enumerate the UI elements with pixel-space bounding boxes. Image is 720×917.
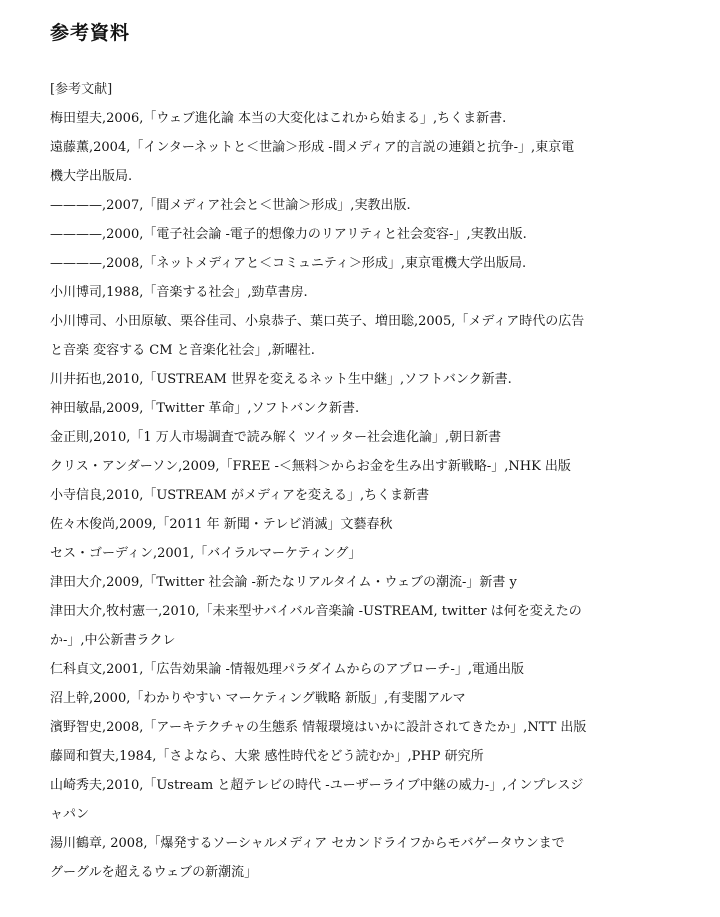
page-title: 参考資料 (50, 22, 131, 44)
reference-line: 津田大介,牧村憲一,2010,「未来型サバイバル音楽論 -USTREAM, twitter は何を変えたの (50, 604, 582, 619)
reference-line: と音楽 変容する CM と音楽化社会」,新曜社. (50, 343, 315, 358)
reference-line: ャパン (50, 807, 90, 822)
reference-line: グーグルを超えるウェブの新潮流」 (50, 865, 258, 880)
reference-line: 沼上幹,2000,「わかりやすい マーケティング戦略 新版」,有斐閣アルマ (50, 691, 466, 706)
reference-line: 仁科貞文,2001,「広告効果論 -情報処理パラダイムからのアプローチ-」,電通出版 (50, 662, 525, 677)
reference-line: 神田敏晶,2009,「Twitter 革命」,ソフトバンク新書. (50, 401, 360, 416)
reference-line: ————,2008,「ネットメディアと＜コミュニティ＞形成」,東京電機大学出版局. (50, 256, 527, 271)
reference-line: ————,2007,「間メディア社会と＜世論＞形成」,実教出版. (50, 198, 411, 213)
reference-line: 金正則,2010,「1 万人市場調査で読み解く ツイッター社会進化論」,朝日新書 (50, 430, 502, 445)
reference-line: 川井拓也,2010,「USTREAM 世界を変えるネット生中継」,ソフトバンク新書. (50, 372, 512, 387)
reference-line: 藤岡和賀夫,1984,「さよなら、大衆 感性時代をどう読むか」,PHP 研究所 (50, 749, 484, 764)
reference-line: ————,2000,「電子社会論 -電子的想像力のリアリティと社会変容-」,実教出版. (50, 227, 527, 242)
reference-line: 小川博司,1988,「音楽する社会」,勁草書房. (50, 285, 308, 300)
reference-line: か-」,中公新書ラクレ (50, 633, 176, 648)
reference-line: 湯川鶴章, 2008,「爆発するソーシャルメディア セカンドライフからモバゲータウンまで (50, 836, 565, 851)
reference-list (50, 104, 690, 887)
reference-line: セス・ゴーディン,2001,「バイラルマーケティング」 (50, 546, 362, 561)
reference-line: 濱野智史,2008,「アーキテクチャの生態系 情報環境はいかに設計されてきたか」,NTT 出版 (50, 720, 587, 735)
reference-line: 機大学出版局. (50, 169, 133, 184)
reference-line: 山崎秀夫,2010,「Ustream と超テレビの時代 -ユーザーライブ中継の威力-」,インプレスジ (50, 778, 584, 793)
reference-line: 遠藤薫,2004,「インターネットと＜世論＞形成 -間メディア的言説の連鎖と抗争-」,東京電 (50, 140, 575, 155)
reference-line: 津田大介,2009,「Twitter 社会論 -新たなリアルタイム・ウェブの潮流-」新書 y (50, 575, 517, 590)
reference-line: 小寺信良,2010,「USTREAM がメディアを変える」,ちくま新書 (50, 488, 430, 503)
reference-line: 小川博司、小田原敏、栗谷佳司、小泉恭子、葉口英子、増田聡,2005,「メディア時代の広告 (50, 314, 585, 329)
reference-line: 佐々木俊尚,2009,「2011 年 新聞・テレビ消滅」文藝春秋 (50, 517, 393, 532)
reference-line: 梅田望夫,2006,「ウェブ進化論 本当の大変化はこれから始まる」,ちくま新書. (50, 111, 507, 126)
section-label: [参考文献] (50, 82, 113, 97)
reference-line: クリス・アンダーソン,2009,「FREE -＜無料＞からお金を生み出す新戦略-」,NHK 出版 (50, 459, 571, 474)
